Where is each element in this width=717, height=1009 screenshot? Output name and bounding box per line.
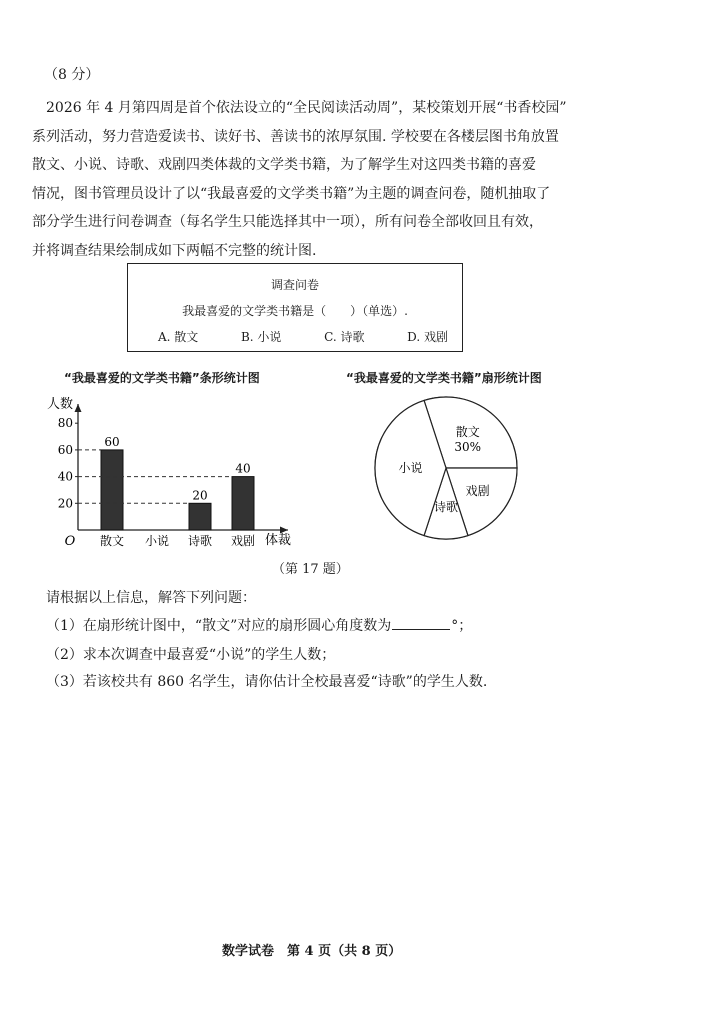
- y-tick-label: 20: [57, 496, 73, 511]
- bar: [189, 503, 211, 530]
- answer-blank[interactable]: [392, 629, 450, 630]
- x-tick-label: 戏剧: [230, 534, 256, 548]
- bar-data-label: 40: [235, 461, 251, 476]
- survey-option-b: B. 小说: [240, 330, 282, 344]
- paragraph-line: 系列活动，努力营造爱读书、读好书、善读书的浓厚氛围. 学校要在各楼层图书角放置: [32, 128, 559, 145]
- subquestion-3: [46, 671, 487, 691]
- y-tick-label: 60: [57, 442, 73, 457]
- x-tick-label: 散文: [99, 534, 125, 548]
- survey-option-d: D. 戏剧: [407, 330, 448, 344]
- bar: [101, 450, 123, 530]
- pie-slice-label: 诗歌: [433, 500, 459, 515]
- bar-data-label: 20: [192, 488, 208, 503]
- y-axis-arrow: [75, 404, 82, 412]
- pie-slice-value-label: 30%: [454, 440, 482, 455]
- pie-slice-label: 散文: [455, 425, 480, 440]
- page-footer: 数学试卷 第 4 页（共 8 页）: [222, 944, 402, 959]
- subquestion-1: [46, 615, 472, 635]
- survey-options: [158, 328, 448, 345]
- pie-chart-title: “我最喜爱的文学类书籍”扇形统计图: [346, 371, 542, 385]
- subquestion-2: [46, 644, 335, 664]
- subquestion-text: （3）若该校共有 860 名学生，请你估计全校最喜爱“诗歌”的学生人数.: [46, 674, 488, 690]
- paragraph-line: 情况，图书管理员设计了以“我最喜爱的文学类书籍”为主题的调查问卷，随机抽取了: [32, 185, 551, 202]
- bar-chart: [40, 390, 300, 555]
- question-paragraph: [32, 94, 572, 266]
- subquestion-suffix: °；: [451, 618, 473, 634]
- bar: [232, 477, 254, 530]
- x-tick-label: 诗歌: [187, 534, 213, 548]
- bar-chart-title: “我最喜爱的文学类书籍”条形统计图: [64, 371, 260, 385]
- x-axis-title: 体裁: [264, 533, 292, 548]
- survey-title: 调查问卷: [270, 278, 319, 292]
- survey-option-a: A. 散文: [158, 330, 199, 344]
- survey-box: [127, 263, 463, 352]
- pie-slice-label: 小说: [398, 461, 423, 475]
- questions-prompt: 请根据以上信息，解答下列问题：: [46, 590, 256, 606]
- y-tick-label: 80: [57, 416, 73, 431]
- x-tick-label: 小说: [144, 534, 170, 548]
- subquestion-text: （2）求本次调查中最喜爱“小说”的学生人数；: [46, 647, 336, 663]
- paragraph-line: 散文、小说、诗歌、戏剧四类体裁的文学类书籍，为了解学生对这四类书籍的喜爱: [32, 157, 536, 174]
- paragraph-line: 2026 年 4 月第四周是首个依法设立的“全民阅读活动周”，某校策划开展“书香校园”: [46, 100, 567, 116]
- survey-question: 我最喜爱的文学类书籍是（ ）（单选）.: [182, 304, 408, 318]
- figure-caption: （第 17 题）: [272, 562, 349, 577]
- subquestion-text: （1）在扇形统计图中，“散文”对应的扇形圆心角度数为: [46, 618, 392, 634]
- origin-label: O: [64, 534, 76, 549]
- pie-slice-label: 戏剧: [465, 483, 490, 498]
- question-score: （8 分）: [44, 67, 100, 83]
- paragraph-line: 并将调查结果绘制成如下两幅不完整的统计图.: [32, 242, 317, 259]
- y-axis-title: 人数: [46, 397, 74, 412]
- paragraph-line: 部分学生进行问卷调查（每名学生只能选择其中一项），所有问卷全部收回且有效，: [32, 214, 543, 231]
- y-tick-label: 40: [57, 469, 73, 484]
- pie-chart: [370, 390, 522, 550]
- survey-option-c: C. 诗歌: [324, 330, 365, 344]
- bar-data-label: 60: [104, 434, 120, 449]
